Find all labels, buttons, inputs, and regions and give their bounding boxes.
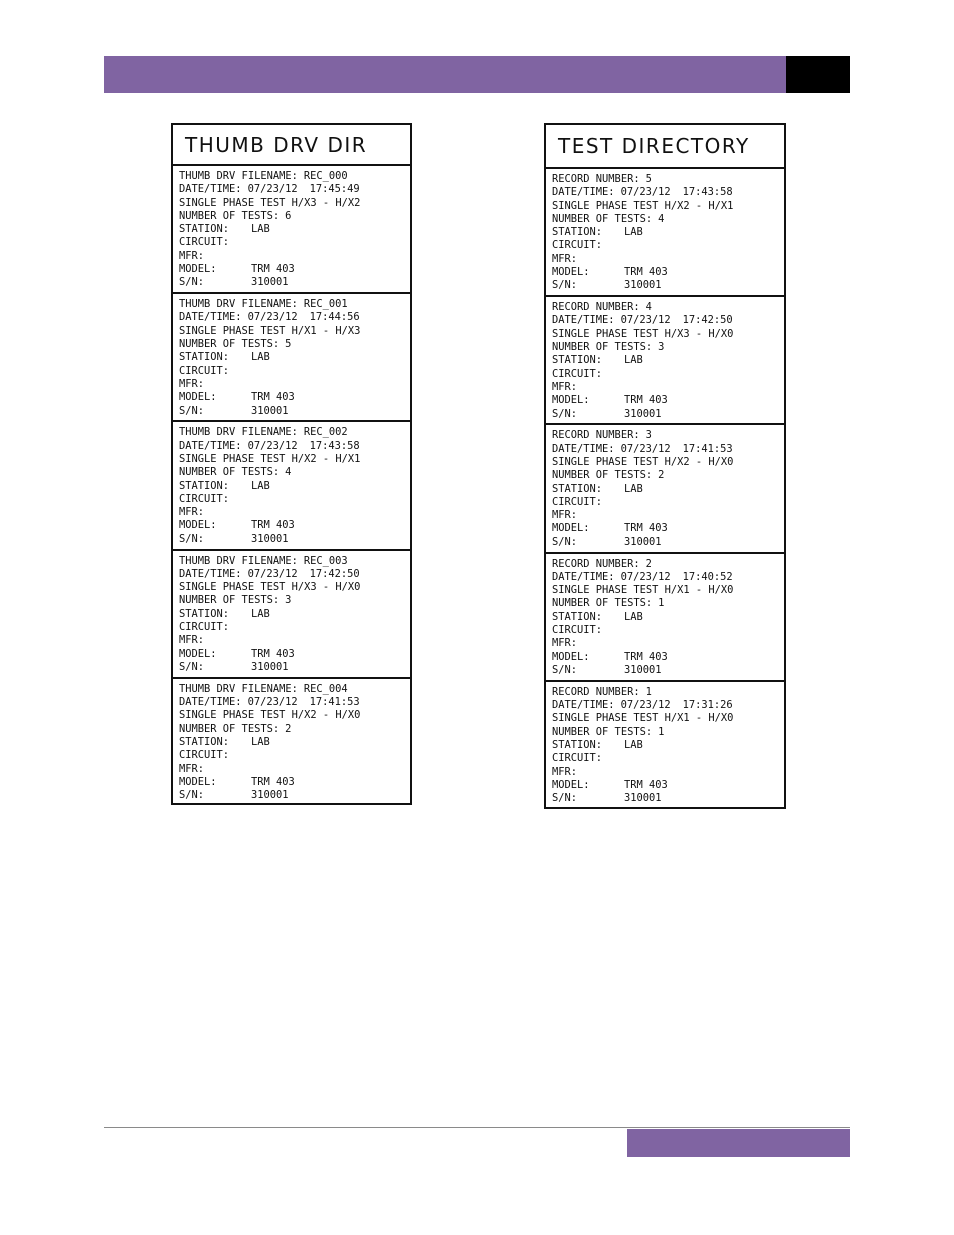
serial-number-value: 310001	[624, 663, 662, 676]
serial-number-line-label: S/N:	[179, 276, 205, 289]
record-number-line	[552, 301, 784, 314]
model-line-label: MODEL:	[552, 650, 590, 663]
serial-number-line-label: S/N:	[552, 663, 578, 676]
datetime-line	[179, 440, 410, 453]
station-line	[552, 611, 784, 624]
station-line	[552, 354, 784, 367]
station-value: LAB	[251, 223, 270, 236]
mfr-line	[179, 763, 410, 776]
model-line	[552, 779, 784, 792]
record-number-line	[552, 429, 784, 442]
circuit-line-label: CIRCUIT:	[179, 236, 230, 249]
serial-number-line-label: S/N:	[179, 532, 205, 545]
number-of-tests-line	[552, 341, 784, 354]
datetime-line-label: DATE/TIME:	[552, 699, 615, 712]
record-number-line-label: RECORD NUMBER:	[552, 173, 640, 185]
time-value: 17:41:53	[309, 696, 360, 709]
time-value: 17:42:50	[309, 567, 360, 580]
datetime-line	[179, 183, 410, 196]
station-value: LAB	[251, 735, 270, 748]
mfr-line	[552, 766, 784, 779]
date-value: 07/23/12	[620, 699, 671, 712]
serial-number-line-label: S/N:	[552, 792, 578, 805]
serial-number-value: 310001	[624, 792, 662, 805]
date-value: 07/23/12	[247, 183, 298, 196]
number-of-tests-line	[179, 594, 410, 607]
test-type-line	[552, 584, 784, 597]
model-line-label: MODEL:	[552, 394, 590, 407]
test-type-line	[179, 709, 410, 722]
mfr-line	[179, 506, 410, 519]
datetime-line	[179, 696, 410, 709]
filename-line-label: THUMB DRV FILENAME:	[179, 298, 298, 311]
record-entry	[173, 294, 410, 422]
number-of-tests-line-label: NUMBER OF TESTS:	[179, 338, 280, 351]
mfr-line	[179, 378, 410, 391]
mfr-line	[552, 637, 784, 650]
record-entry	[546, 425, 784, 553]
record-number-line-label: RECORD NUMBER:	[552, 429, 640, 442]
mfr-line-label: MFR:	[552, 380, 578, 393]
model-line	[552, 266, 784, 279]
test-directory-printout	[544, 123, 786, 809]
model-line	[179, 519, 410, 532]
thumb-drive-record-list	[173, 166, 410, 807]
model-line	[552, 651, 784, 664]
circuit-line	[552, 368, 784, 381]
model-line	[179, 391, 410, 404]
model-line-label: MODEL:	[552, 778, 590, 791]
filename-line	[179, 683, 410, 696]
record-entry	[546, 554, 784, 682]
number-of-tests-line-label: NUMBER OF TESTS:	[179, 722, 280, 735]
record-number-line	[552, 558, 784, 571]
station-value: LAB	[251, 351, 270, 364]
model-value: TRM 403	[624, 522, 668, 535]
model-line-label: MODEL:	[179, 647, 217, 660]
serial-number-value: 310001	[251, 532, 289, 545]
mfr-line	[179, 634, 410, 647]
number-of-tests-value: 1	[658, 597, 665, 610]
footer-block	[627, 1129, 850, 1157]
circuit-line-label: CIRCUIT:	[179, 749, 230, 762]
datetime-line	[552, 443, 784, 456]
model-line	[552, 522, 784, 535]
time-value: 17:44:56	[309, 311, 360, 324]
number-of-tests-line-label: NUMBER OF TESTS:	[552, 341, 653, 354]
serial-number-line	[179, 276, 410, 289]
datetime-line	[552, 699, 784, 712]
datetime-line	[552, 314, 784, 327]
model-line-label: MODEL:	[179, 775, 217, 788]
mfr-line	[552, 381, 784, 394]
test-type-line	[179, 453, 410, 466]
serial-number-value: 310001	[624, 407, 662, 420]
mfr-line-label: MFR:	[179, 506, 205, 519]
mfr-line-label: MFR:	[179, 634, 205, 647]
datetime-line-label: DATE/TIME:	[552, 186, 615, 199]
record-number-value: 2	[645, 557, 652, 570]
datetime-line-label: DATE/TIME:	[179, 183, 242, 196]
time-value: 17:40:52	[682, 570, 733, 583]
number-of-tests-value: 6	[285, 209, 292, 222]
number-of-tests-line	[552, 597, 784, 610]
model-value: TRM 403	[624, 778, 668, 791]
record-number-line	[552, 686, 784, 699]
model-line-label: MODEL:	[552, 266, 590, 279]
serial-number-line	[179, 789, 410, 802]
date-value: 07/23/12	[247, 696, 298, 709]
station-value: LAB	[251, 607, 270, 620]
mfr-line-label: MFR:	[552, 252, 578, 265]
station-line	[552, 483, 784, 496]
mfr-line-label: MFR:	[552, 509, 578, 522]
number-of-tests-line-label: NUMBER OF TESTS:	[552, 597, 653, 610]
mfr-line	[179, 250, 410, 263]
serial-number-value: 310001	[624, 279, 662, 292]
filename-value: REC_002	[303, 426, 348, 439]
station-line-label: STATION:	[179, 607, 230, 620]
circuit-line-label: CIRCUIT:	[179, 364, 230, 377]
date-value: 07/23/12	[620, 570, 671, 583]
filename-line-label: THUMB DRV FILENAME:	[179, 554, 298, 567]
record-entry	[173, 166, 410, 294]
date-value: 07/23/12	[620, 314, 671, 327]
datetime-line-label: DATE/TIME:	[552, 314, 615, 327]
circuit-line	[552, 496, 784, 509]
model-value: TRM 403	[251, 647, 295, 660]
mfr-line	[552, 253, 784, 266]
station-line-label: STATION:	[179, 351, 230, 364]
datetime-line	[552, 571, 784, 584]
serial-number-line-label: S/N:	[179, 660, 205, 673]
test-type-line	[179, 325, 410, 338]
thumb-drive-directory-printout	[171, 123, 412, 805]
circuit-line-label: CIRCUIT:	[552, 367, 603, 380]
datetime-line	[179, 311, 410, 324]
number-of-tests-value: 4	[658, 212, 665, 225]
filename-line-label: THUMB DRV FILENAME:	[179, 170, 298, 182]
datetime-line	[552, 186, 784, 199]
test-directory-record-list	[546, 169, 784, 810]
serial-number-value: 310001	[251, 660, 289, 673]
record-number-value: 4	[645, 301, 652, 314]
station-value: LAB	[624, 226, 643, 239]
model-line	[179, 263, 410, 276]
filename-line-label: THUMB DRV FILENAME:	[179, 426, 298, 439]
mfr-line	[552, 509, 784, 522]
model-value: TRM 403	[251, 391, 295, 404]
test-type-line	[552, 456, 784, 469]
station-line	[179, 608, 410, 621]
test-type-value: SINGLE PHASE TEST H/X2 - H/X0	[179, 709, 361, 722]
station-line-label: STATION:	[552, 738, 603, 751]
mfr-line-label: MFR:	[179, 762, 205, 775]
number-of-tests-value: 2	[658, 469, 665, 482]
serial-number-line-label: S/N:	[552, 279, 578, 292]
circuit-line-label: CIRCUIT:	[552, 624, 603, 637]
filename-value: REC_003	[303, 554, 348, 567]
test-type-value: SINGLE PHASE TEST H/X1 - H/X0	[552, 712, 734, 725]
number-of-tests-value: 4	[285, 466, 292, 479]
filename-value: REC_001	[303, 298, 348, 311]
datetime-line-label: DATE/TIME:	[179, 439, 242, 452]
date-value: 07/23/12	[247, 311, 298, 324]
datetime-line	[179, 568, 410, 581]
time-value: 17:42:50	[682, 314, 733, 327]
station-line	[179, 480, 410, 493]
station-line-label: STATION:	[552, 610, 603, 623]
station-line-label: STATION:	[552, 226, 603, 239]
model-value: TRM 403	[624, 650, 668, 663]
station-value: LAB	[251, 479, 270, 492]
station-line-label: STATION:	[552, 482, 603, 495]
station-value: LAB	[624, 482, 643, 495]
station-value: LAB	[624, 354, 643, 367]
model-value: TRM 403	[251, 519, 295, 532]
circuit-line-label: CIRCUIT:	[552, 239, 603, 252]
date-value: 07/23/12	[247, 567, 298, 580]
model-line	[179, 776, 410, 789]
date-value: 07/23/12	[620, 186, 671, 199]
time-value: 17:43:58	[309, 439, 360, 452]
filename-line	[179, 555, 410, 568]
date-value: 07/23/12	[620, 442, 671, 455]
test-type-value: SINGLE PHASE TEST H/X3 - H/X0	[179, 581, 361, 594]
model-line-label: MODEL:	[179, 391, 217, 404]
test-type-value: SINGLE PHASE TEST H/X2 - H/X0	[552, 455, 734, 468]
number-of-tests-line	[552, 213, 784, 226]
number-of-tests-line-label: NUMBER OF TESTS:	[179, 594, 280, 607]
record-number-line	[552, 173, 784, 186]
record-entry	[173, 679, 410, 807]
datetime-line-label: DATE/TIME:	[179, 567, 242, 580]
serial-number-value: 310001	[624, 535, 662, 548]
date-value: 07/23/12	[247, 439, 298, 452]
station-value: LAB	[624, 738, 643, 751]
time-value: 17:31:26	[682, 699, 733, 712]
number-of-tests-value: 2	[285, 722, 292, 735]
serial-number-line	[552, 279, 784, 292]
serial-number-value: 310001	[251, 404, 289, 417]
mfr-line-label: MFR:	[179, 377, 205, 390]
record-number-line-label: RECORD NUMBER:	[552, 557, 640, 570]
number-of-tests-value: 3	[285, 594, 292, 607]
serial-number-line	[552, 408, 784, 421]
serial-number-line-label: S/N:	[179, 789, 205, 802]
thumb-drive-directory-title: THUMB DRV DIR	[173, 125, 410, 166]
header-bar	[104, 56, 786, 93]
model-line-label: MODEL:	[179, 519, 217, 532]
circuit-line	[179, 365, 410, 378]
test-type-value: SINGLE PHASE TEST H/X1 - H/X3	[179, 324, 361, 337]
datetime-line-label: DATE/TIME:	[179, 696, 242, 709]
test-type-value: SINGLE PHASE TEST H/X2 - H/X1	[179, 452, 361, 465]
filename-line-label: THUMB DRV FILENAME:	[179, 682, 298, 695]
record-entry	[173, 551, 410, 679]
serial-number-line-label: S/N:	[552, 535, 578, 548]
record-entry	[546, 169, 784, 297]
station-line-label: STATION:	[179, 223, 230, 236]
test-type-line	[552, 712, 784, 725]
time-value: 17:43:58	[682, 186, 733, 199]
model-line	[179, 648, 410, 661]
number-of-tests-line	[179, 466, 410, 479]
circuit-line-label: CIRCUIT:	[179, 492, 230, 505]
circuit-line-label: CIRCUIT:	[552, 752, 603, 765]
number-of-tests-line-label: NUMBER OF TESTS:	[552, 725, 653, 738]
station-line	[179, 223, 410, 236]
model-value: TRM 403	[624, 394, 668, 407]
time-value: 17:45:49	[309, 183, 360, 196]
test-directory-title: TEST DIRECTORY	[546, 125, 784, 169]
station-line	[552, 739, 784, 752]
model-line	[552, 394, 784, 407]
mfr-line-label: MFR:	[552, 637, 578, 650]
number-of-tests-value: 5	[285, 338, 292, 351]
model-value: TRM 403	[624, 266, 668, 279]
record-number-value: 3	[645, 429, 652, 442]
number-of-tests-line	[179, 210, 410, 223]
test-type-value: SINGLE PHASE TEST H/X2 - H/X1	[552, 199, 734, 212]
time-value: 17:41:53	[682, 442, 733, 455]
serial-number-line	[179, 661, 410, 674]
serial-number-line	[179, 533, 410, 546]
number-of-tests-line	[179, 723, 410, 736]
number-of-tests-line	[552, 469, 784, 482]
station-line	[179, 736, 410, 749]
datetime-line-label: DATE/TIME:	[552, 442, 615, 455]
serial-number-line	[179, 405, 410, 418]
record-number-line-label: RECORD NUMBER:	[552, 301, 640, 314]
record-entry	[546, 682, 784, 810]
circuit-line	[179, 749, 410, 762]
station-line	[552, 226, 784, 239]
circuit-line-label: CIRCUIT:	[179, 621, 230, 634]
circuit-line	[179, 621, 410, 634]
station-line-label: STATION:	[179, 735, 230, 748]
test-type-line	[179, 581, 410, 594]
model-value: TRM 403	[251, 775, 295, 788]
circuit-line	[552, 624, 784, 637]
record-entry	[173, 422, 410, 550]
serial-number-value: 310001	[251, 276, 289, 289]
number-of-tests-line-label: NUMBER OF TESTS:	[179, 466, 280, 479]
model-value: TRM 403	[251, 263, 295, 276]
record-number-line-label: RECORD NUMBER:	[552, 685, 640, 698]
header-page-block	[786, 56, 850, 93]
mfr-line-label: MFR:	[552, 765, 578, 778]
number-of-tests-value: 3	[658, 341, 665, 354]
serial-number-line	[552, 664, 784, 677]
station-value: LAB	[624, 610, 643, 623]
number-of-tests-line-label: NUMBER OF TESTS:	[552, 212, 653, 225]
test-type-line	[179, 197, 410, 210]
footer-rule	[104, 1127, 850, 1128]
number-of-tests-line-label: NUMBER OF TESTS:	[179, 209, 280, 222]
circuit-line-label: CIRCUIT:	[552, 495, 603, 508]
filename-value: REC_000	[303, 170, 348, 182]
serial-number-value: 310001	[251, 789, 289, 802]
serial-number-line	[552, 792, 784, 805]
test-type-line	[552, 328, 784, 341]
filename-line	[179, 426, 410, 439]
number-of-tests-line	[179, 338, 410, 351]
number-of-tests-value: 1	[658, 725, 665, 738]
test-type-value: SINGLE PHASE TEST H/X3 - H/X0	[552, 327, 734, 340]
model-line-label: MODEL:	[552, 522, 590, 535]
filename-line	[179, 170, 410, 183]
datetime-line-label: DATE/TIME:	[552, 570, 615, 583]
station-line-label: STATION:	[552, 354, 603, 367]
test-type-value: SINGLE PHASE TEST H/X1 - H/X0	[552, 584, 734, 597]
test-type-value: SINGLE PHASE TEST H/X3 - H/X2	[179, 196, 361, 209]
filename-value: REC_004	[303, 682, 348, 695]
datetime-line-label: DATE/TIME:	[179, 311, 242, 324]
filename-line	[179, 298, 410, 311]
circuit-line	[179, 236, 410, 249]
circuit-line	[179, 493, 410, 506]
mfr-line-label: MFR:	[179, 249, 205, 262]
circuit-line	[552, 752, 784, 765]
record-entry	[546, 297, 784, 425]
test-type-line	[552, 200, 784, 213]
model-line-label: MODEL:	[179, 263, 217, 276]
serial-number-line-label: S/N:	[179, 404, 205, 417]
circuit-line	[552, 239, 784, 252]
serial-number-line-label: S/N:	[552, 407, 578, 420]
record-number-value: 5	[645, 173, 652, 185]
station-line	[179, 351, 410, 364]
serial-number-line	[552, 536, 784, 549]
station-line-label: STATION:	[179, 479, 230, 492]
number-of-tests-line-label: NUMBER OF TESTS:	[552, 469, 653, 482]
number-of-tests-line	[552, 726, 784, 739]
record-number-value: 1	[645, 685, 652, 698]
